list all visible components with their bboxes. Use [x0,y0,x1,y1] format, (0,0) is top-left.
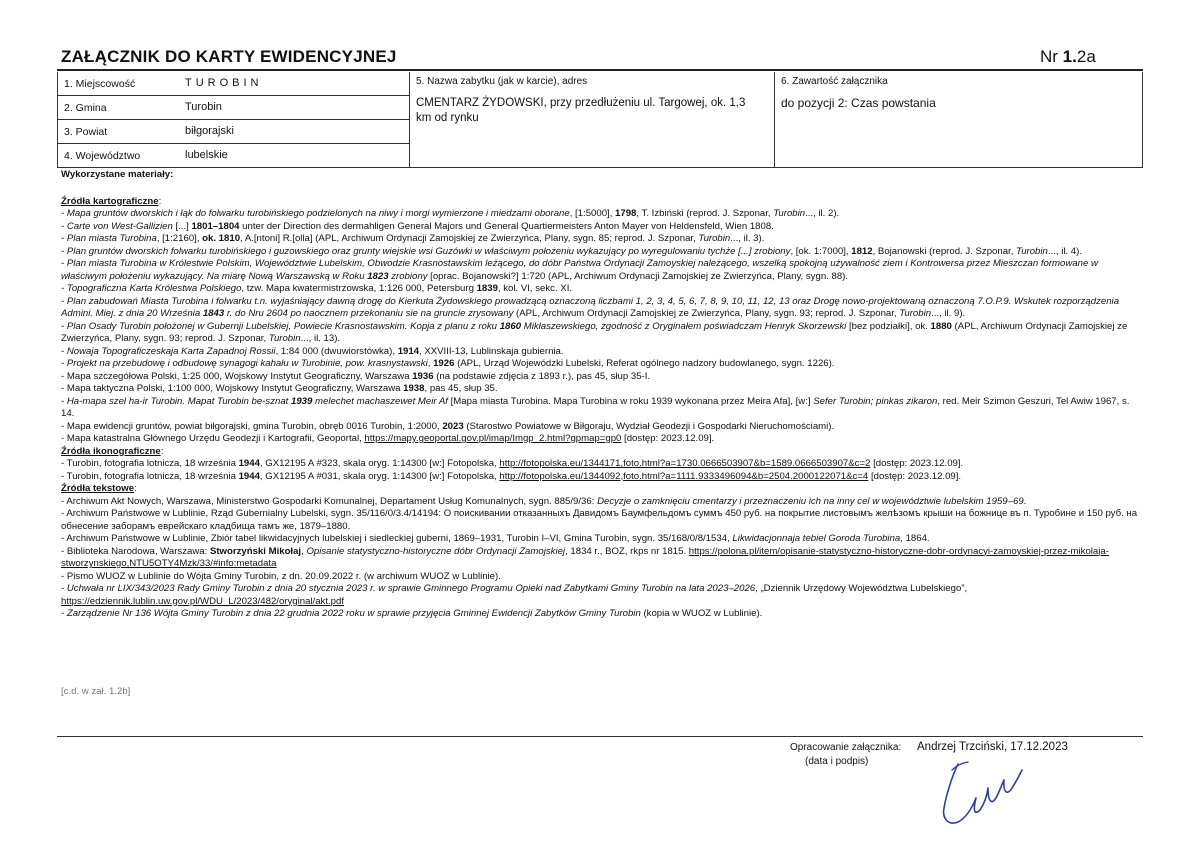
nr-bold: 1. [1062,47,1077,66]
source-text: [...] [172,220,192,232]
source-text: - Biblioteka Narodowa, Warszawa: [61,545,210,557]
source-entry [61,546,1141,571]
form-grid [57,72,1143,168]
bottom-rule [57,736,1143,737]
source-text: , [1:5000], [569,208,616,219]
source-entry [61,358,1141,371]
field-value: Turobin [185,101,222,113]
source-entry [61,321,1141,346]
field-wojewodztwo [58,144,410,168]
source-entry [61,508,1141,533]
source-text: - Mapa ewidencji gruntów, powiat biłgorajski, gmina Turobin, obręb 0016 Turobin, 1:2000, [61,420,443,432]
source-text: ..., il. 3). [730,233,765,244]
source-text: [dostęp: 2023.12.09]. [868,470,962,482]
source-text: - Nowaja Topograficzeskaja Karta Zapadnoj Rossii [61,345,276,357]
source-entry [61,258,1141,283]
source-entry [61,383,1141,396]
source-text: , 1834 r., BOZ, rkps nr 1815. [565,545,689,557]
field-value: TUROBIN [185,77,263,89]
source-text: 1798 [615,208,637,219]
source-text: Decyzje o zamknięciu cmentarzy i przeznaczeniu ich na inny cel w województwie lubelskim 1959–69 [597,495,1024,507]
nr-label: Nr [1040,47,1063,66]
prepared-label: Opracowanie załącznika: [790,742,902,753]
source-text: (APL, Archiwum Ordynacji Zamojskiej ze Zwierzyńca, Plany, sygn. 93; reprod. J. Szponar, [513,308,900,319]
source-text: 1914 [397,345,420,357]
source-text: - Plan gruntów dworskich folwarku turobińskiego i guzowskiego oraz grunty wiejskie wsi Guzówki w właściwym położeniu wykazujący po wyregulowaniu tychże [...] zrobiony [61,245,791,257]
source-text: zrobiony [388,270,428,282]
source-text: 1839 [476,283,498,294]
source-text: , [ok. 1:7000], [790,245,852,257]
source-text: - Mapa katastralna Głównego Urzędu Geodezji i Kartografii, Geoportal, [61,433,365,444]
source-text: , kol. VI, sekc. XI. [497,283,573,294]
source-sections [61,196,1141,621]
field-value: lubelskie [185,149,228,161]
source-text: 1936 [412,370,434,382]
source-text: Sefer Turobin; pinkas zikaron [813,395,938,407]
source-text: . [1023,495,1027,507]
source-text: 1880 [930,320,952,332]
monument-name-value: CMENTARZ ŻYDOWSKI, przy przedłużeniu ul. Targowej, ok. 1,3 km od rynku [416,97,746,124]
source-text: (APL, Archiwum Ordynacji Zamojskiej ze Zwierzyńca, Plany, sygn. 93; reprod. J. Szponar, [61,320,1128,344]
source-text: , GX12195 A #031, skala oryg. 1:14300 [w:] Fotopolska, [259,470,500,482]
source-text: Turobin [1016,245,1048,257]
section-title: Źródła kartograficzne [61,195,159,207]
source-text: , red. Meir Szimon Geszuri, Tel Awiw 1967, s. 14. [61,395,1130,419]
source-text: - Mapa taktyczna Polski, 1:100 000, Wojskowy Instytut Geograficzny, Warszawa [61,383,404,394]
source-text: - Mapa gruntów dworskich i łąk do folwarku turobińskiego podzielonych na niwy i morgi wymierzone i miedzami oborane [61,208,570,219]
source-text: , 1864. [900,533,930,544]
source-text: , [1:2160], [156,233,203,244]
section-heading: Źródła kartograficzne: [61,195,162,207]
field-gmina [58,96,410,120]
source-entry [61,346,1141,359]
source-link[interactable]: https://mapy.geoportal.gov.pl/imap/Imgp_2.html?gpmap=gp0 [364,433,622,444]
materials-gap [61,182,1141,196]
field-value: biłgorajski [185,125,234,137]
source-text: ..., il. 9). [931,308,966,319]
source-text: 2023 [442,420,464,432]
source-text: - Ha-mapa szel ha-ir Turobin. Mapat Turobin be-sznat [61,395,291,407]
source-text: , GX12195 A #323, skala oryg. 1:14300 [w:] Fotopolska, [259,458,500,469]
source-text: 1843 [202,308,225,319]
attachment-content-value: do pozycji 2: Czas powstania [781,96,936,110]
source-text: r. do Nru 2604 po naocznem przekonaniu sie na gruncie zrysowany [224,308,514,319]
source-text: (kopia w WUOZ w Lublinie). [640,608,763,619]
attachment-number [1040,47,1096,67]
source-text: Opisanie statystyczno-historyczne dóbr Ordynacji Zamojskiej [306,545,566,557]
source-text: 1812 [851,245,873,257]
source-entry [61,421,1141,434]
source-text: (APL, Urząd Wojewódzki Lubelski, Referat ogólnego nadzory budowlanego, sygn. 1226). [454,358,835,369]
source-text: - Plan miasta Turobina w Królestwie Polskim, Województwie Lubelskim, Obwodzie Krasnostawskim leżącego, do dóbr Państwa Ordynacji Zamoyskiej należącego, wszelką spokojną używalność ziem i Kontrowersa przez Mieszczan formowane w właściwym położeniu wykazujący. Na miarę Nową Warszawską w Roku [61,258,1098,282]
source-text: - Turobin, fotografia lotnicza, 18 września [61,458,239,469]
attachment-content-column [775,72,1142,168]
source-text: , „Dziennik Urzędowy Województwa Lubelskiego”, [755,583,968,594]
source-text: Turobin [698,233,731,244]
source-text: - Zarządzenie Nr 136 Wójta Gminy Turobin z dnia 22 grudnia 2022 roku w sprawie przyjęcia Gminnej Ewidencji Zabytków Gminy Turobin [61,608,641,619]
attachment-content-header: 6. Zawartość załącznika [781,76,888,87]
source-text: 1944 [238,458,260,469]
field-miejscowosc [58,72,410,96]
source-text: Likwidacjonnaja tebiel Goroda Turobina [732,533,901,544]
source-text: Turobin [773,208,806,219]
prepared-value: Andrzej Trzciński, 17.12.2023 [917,741,1068,753]
source-text: 1938 [403,383,425,394]
source-text: , pas 45, słup 35. [424,383,498,394]
source-text: 1801–1804 [191,220,240,232]
source-text: ok. 1810 [202,233,241,244]
source-link[interactable]: https://polona.pl/item/opisanie-statystyczno-historyczne-dobr-ordynacyi-zamoyskiej-przez-mikolaja-stworzynskiego,NTU5OTY4Mzk/33/#info:metadata [61,545,1109,569]
source-entry [61,283,1141,296]
source-text: (Starostwo Powiatowe w Biłgoraju, Wydział Geodezji i Gospodarki Nieruchomościami). [463,420,835,432]
document-title: ZAŁĄCZNIK DO KARTY EWIDENCYJNEJ [61,47,397,66]
source-entry [61,496,1141,509]
source-text: [oprac. Bojanowski?] 1:720 (APL, Archiwum Ordynacji Zamojskiej ze Zwierzyńca, Plany, sygn. 88). [427,270,849,282]
section-heading: Źródła ikonograficzne: [61,445,164,457]
source-text: 1926 [433,358,455,369]
section-title: Źródła ikonograficzne [61,445,161,457]
source-text: - Plan Osady Turobin położonej w Gubernji Lubelskiej, Powiecie Krasnostawskim. Kopja z planu z roku [61,320,500,332]
source-text: ..., il. 2). [805,208,840,219]
field-label: 2. Gmina [64,102,107,114]
source-text: , Bojanowski (reprod. J. Szponar, [872,245,1017,257]
source-entry [61,221,1141,234]
source-text: , A.[ntoni] R.[olla] (APL, Archiwum Ordynacji Zamojskiej ze Zwierzyńca, Plany, sygn. 85; reprod. J. Szponar, [240,233,699,244]
field-powiat [58,120,410,144]
field-label: 3. Powiat [64,126,108,138]
source-entry [61,533,1141,546]
source-text: Mikłaszewskiego, zgodność z Oryginałem poświadczam Henryk Skorzewski [521,320,847,332]
source-entry [61,371,1141,384]
source-entry [61,458,1141,471]
source-text: , 1:84 000 (dwuwiorstówka), [275,345,398,357]
source-link[interactable]: http://fotopolska.eu/1344092,foto.html?a=1111.9333496094&b=2504.2000122071&c=4 [499,470,869,482]
source-entry [61,246,1141,259]
source-text: melechet machaszewet Meir Af [312,395,448,407]
source-text: Turobin [268,333,301,344]
source-text: - Mapa szczegółowa Polski, 1:25 000, Wojskowy Instytut Geograficzny, Warszawa [61,370,413,382]
top-rule [57,69,1143,71]
source-link[interactable]: https://edziennik.lublin.uw.gov.pl/WDU_L/2023/482/oryginal/akt.pdf [61,595,345,607]
source-text: - Plan zabudowań Miasta Turobina i folwarku t.n. wyjaśniający dawną drogę do Kierkuta Żydowskiego prowadzącą oznaczoną liczbami 1, 2, 3, 4, 5, 6, 7, 8, 9, 10, 11, 12, 13 oraz Drogę nowo-projektowaną oznaczoną 7.O.P.9. Wskutek rozporządzenia Admini. Miej. z dnia 20 Września [61,295,1120,319]
signature-scribble [932,752,1032,832]
source-entry [61,433,1141,446]
source-text: 1939 [291,395,313,407]
source-entry [61,208,1141,221]
source-text: - Uchwała nr LIX/343/2023 Rady Gminy Turobin z dnia 20 stycznia 2023 r. w sprawie Gminnego Programu Opieki nad Zabytkami Gminy Turobin na lata 2023–2026 [61,583,756,594]
source-text: - Archiwum Państwowe w Lublinie, Rząd Gubernialny Lubelski, sygn. 35/116/0/3.4/14194: О поискивании отказанныхъ Давидомъ Баумфельдомъ суммъ 450 руб. на покрытие листовымъ желѣзомъ крыши на божнице въ п. Туробине и 150 руб. на обнесение заборамъ еврейскаго кладбища тамъ же, 1879–1880. [61,508,1138,532]
source-entry [61,571,1141,584]
source-text: - Pismo WUOZ w Lublinie do Wójta Gminy Turobin, z dn. 20.09.2022 r. (w archiwum WUOZ w Lublinie). [61,570,501,582]
materials-heading: Wykorzystane materiały: [61,169,174,180]
source-text: [dostęp: 2023.12.09]. [621,433,715,444]
source-text: , [301,545,307,557]
source-entry [61,471,1141,484]
source-entry [61,296,1141,321]
source-text: [dostęp: 2023.12.09]. [870,458,964,469]
source-text: [bez podziałki], ok. [846,320,931,332]
source-text: Stworzyński Mikołaj [209,545,302,557]
source-text: , [427,358,434,369]
source-text: , T. Izbiński (reprod. J. Szponar, [636,208,774,219]
date-signature-label: (data i podpis) [805,756,869,767]
source-text: - Topograficzna Karta Królestwa Polskiego [61,283,242,294]
field-label: 1. Miejscowość [64,78,136,90]
monument-name-header: 5. Nazwa zabytku (jak w karcie), adres [416,76,588,87]
source-text: ..., il. 4). [1047,245,1082,257]
source-text: [Mapa miasta Turobina. Mapa Turobina w roku 1939 wykonana przez Meira Afa], [w:] [447,395,814,407]
source-text: - Carte von West-Gallizien [61,220,173,232]
source-text: , tzw. Mapa kwatermistrzowska, 1:126 000, Petersburg [241,283,477,294]
source-text: , XXVIII-13, Lublinskaja gubiernia. [419,345,564,357]
source-text: - Projekt na przebudowę i odbudowę synagogi kahału w Turobinie, pow. krasnystawski [61,358,428,369]
source-entry [61,583,1141,608]
source-text: 1860 [499,320,522,332]
source-text: - Turobin, fotografia lotnicza, 18 września [61,470,239,482]
field-label: 4. Województwo [64,150,141,162]
source-entry [61,608,1141,621]
section-heading: Źródła tekstowe: [61,483,137,494]
monument-name-column [410,72,775,168]
source-text: Turobin [899,308,932,319]
source-entry [61,396,1141,421]
section-title: Źródła tekstowe [61,483,135,494]
source-entry [61,233,1141,246]
source-link[interactable]: http://fotopolska.eu/1344171,foto.html?a=1730.0666503907&b=1589.0666503907&c=2 [499,458,871,469]
location-column [58,72,410,168]
materials-content [61,169,1141,621]
source-text: unter der Direction des dermahligen General Majors und General Quartiermeisters Anton Mayer von Heldensfeld, Wien 1808. [239,220,774,232]
source-text: 1823 [367,270,389,282]
source-text: - Plan miasta Turobina [61,233,157,244]
nr-rest: 2a [1076,47,1096,66]
source-text: - Archiwum Państwowe w Lublinie, Zbiór tabel likwidacyjnych lubelskiej i siedleckiej guberni, 1869–1931, Turobin I–VI, Gmina Turobin, sygn. 35/168/0/8/1534, [61,533,733,544]
source-text: 1944 [238,470,260,482]
source-text: - Archiwum Akt Nowych, Warszawa, Ministerstwo Gospodarki Komunalnej, Departament Usług Komunalnych, sygn. 885/9/36: [61,495,598,507]
source-text: ..., il. 13). [300,333,341,344]
source-text: (na podstawie zdjęcia z 1893 r.), pas 45, słup 35-I. [433,370,651,382]
continued-note: [c.d. w zał. 1.2b] [61,686,131,697]
